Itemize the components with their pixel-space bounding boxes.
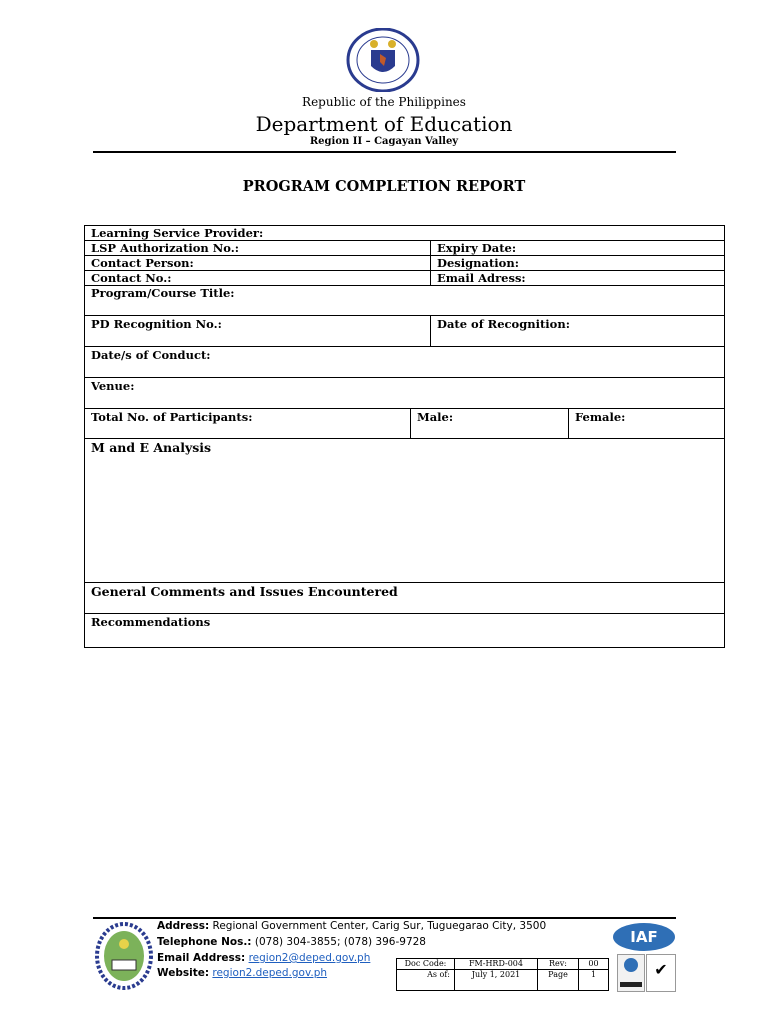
rev-label: Rev:	[537, 958, 579, 970]
auth-field[interactable]: LSP Authorization No.:	[84, 240, 431, 256]
header-rule	[93, 151, 676, 153]
report-title: PROGRAM COMPLETION REPORT	[242, 178, 526, 195]
region-seal-logo	[95, 922, 153, 990]
department-title: Department of Education	[255, 112, 513, 136]
recommendations-field[interactable]: Recommendations	[84, 613, 725, 648]
republic-text: Republic of the Philippines	[302, 95, 466, 109]
dates-conduct-field[interactable]: Date/s of Conduct:	[84, 346, 725, 378]
contact-person-field[interactable]: Contact Person:	[84, 255, 431, 271]
ukas-check-icon: ✔	[646, 954, 676, 992]
footer-telephone	[157, 936, 426, 948]
region-text: Region II – Cagayan Valley	[309, 136, 459, 147]
rev-value: 00	[578, 958, 609, 970]
web-label: Website:	[157, 967, 210, 979]
deped-seal-logo	[346, 28, 420, 92]
website-link[interactable]: region2.deped.gov.ph	[212, 967, 328, 979]
me-analysis-field[interactable]: M and E Analysis	[84, 438, 725, 583]
participants-field[interactable]: Total No. of Participants:	[84, 408, 411, 439]
date-recognition-field[interactable]: Date of Recognition:	[430, 315, 725, 347]
tel-value: (078) 304-3855; (078) 396-9728	[254, 936, 426, 948]
email-link[interactable]: region2@deped.gov.ph	[248, 952, 371, 964]
email-label: Email Address:	[157, 952, 246, 964]
iaf-logo: IAF	[613, 923, 675, 951]
designation-field[interactable]: Designation:	[430, 255, 725, 271]
doc-code-value: FM-HRD-004	[454, 958, 538, 970]
footer-address	[157, 920, 546, 932]
page-label: Page	[537, 969, 579, 991]
iso-cert-icon	[617, 954, 645, 992]
program-title-field[interactable]: Program/Course Title:	[84, 285, 725, 316]
comments-field[interactable]: General Comments and Issues Encountered	[84, 582, 725, 614]
footer-rule	[93, 917, 676, 919]
male-field[interactable]: Male:	[410, 408, 569, 439]
pd-recognition-field[interactable]: PD Recognition No.:	[84, 315, 431, 347]
lsp-field[interactable]: Learning Service Provider:	[84, 225, 725, 241]
expiry-field[interactable]: Expiry Date:	[430, 240, 725, 256]
tel-label: Telephone Nos.:	[157, 936, 252, 948]
as-of-value: July 1, 2021	[454, 969, 538, 991]
page-value: 1	[578, 969, 609, 991]
contact-no-field[interactable]: Contact No.:	[84, 270, 431, 286]
venue-field[interactable]: Venue:	[84, 377, 725, 409]
address-label: Address:	[157, 920, 210, 932]
footer-email	[157, 952, 370, 964]
footer-website	[157, 967, 327, 979]
doc-code-label: Doc Code:	[396, 958, 455, 970]
email-field[interactable]: Email Adress:	[430, 270, 725, 286]
female-field[interactable]: Female:	[568, 408, 725, 439]
address-value: Regional Government Center, Carig Sur, Tuguegarao City, 3500	[212, 920, 547, 932]
as-of-label: As of:	[396, 969, 455, 991]
